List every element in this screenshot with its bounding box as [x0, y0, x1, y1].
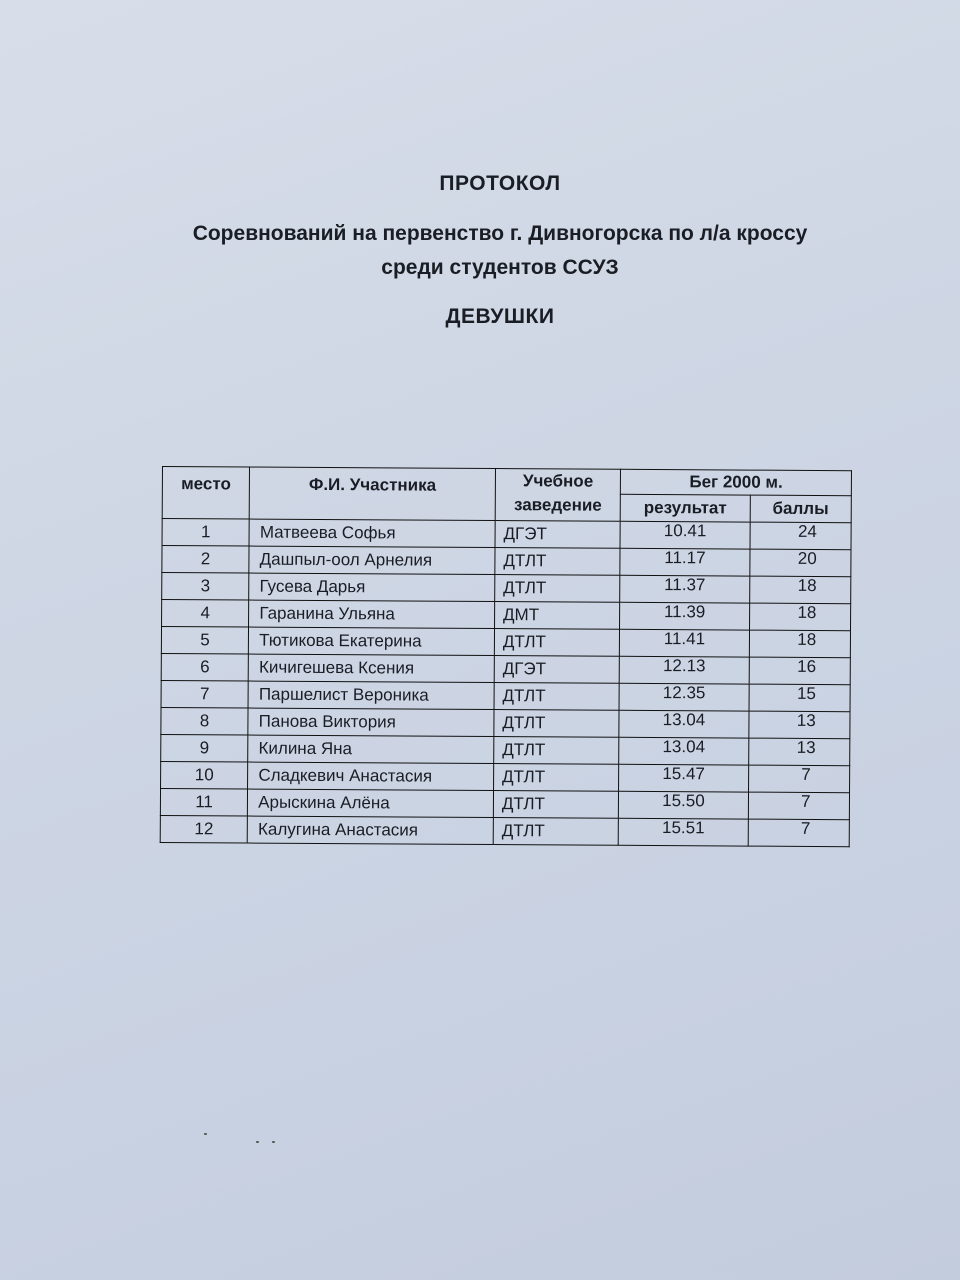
table-row	[161, 761, 850, 792]
points-cell: 13	[748, 738, 849, 766]
points-cell: 18	[749, 603, 850, 631]
result-cell: 11.17	[620, 548, 750, 576]
school-cell: ДТЛТ	[493, 764, 619, 792]
table-row	[161, 627, 850, 658]
place-cell: 6	[161, 653, 248, 681]
result-cell: 11.37	[620, 575, 750, 603]
header-school	[495, 469, 621, 522]
school-cell: ДГЭТ	[494, 656, 620, 684]
name-cell: Гусева Дарья	[249, 573, 495, 602]
table-row	[161, 680, 850, 711]
document-title: ПРОТОКОЛ	[439, 172, 561, 195]
header-school-line1: Учебное	[522, 471, 594, 491]
place-cell: 12	[160, 815, 247, 843]
name-cell: Кичигешева Ксения	[248, 654, 494, 683]
paper-speck	[256, 1141, 259, 1143]
result-cell: 11.39	[620, 602, 750, 630]
place-cell: 3	[162, 573, 249, 601]
place-cell: 11	[160, 788, 247, 816]
header-result: результат	[620, 494, 750, 522]
place-cell: 8	[161, 707, 248, 735]
school-cell: ДТЛТ	[494, 683, 620, 711]
school-cell: ДМТ	[494, 602, 620, 630]
points-cell: 15	[749, 684, 850, 712]
name-cell: Сладкевич Анастасия	[248, 762, 494, 791]
result-cell: 15.50	[619, 791, 749, 819]
table-row	[161, 707, 850, 738]
school-cell: ДТЛТ	[494, 629, 620, 657]
result-cell: 15.47	[619, 764, 749, 792]
table-row	[160, 788, 849, 819]
school-cell: ДТЛТ	[493, 818, 619, 846]
paper-speck	[272, 1141, 275, 1143]
name-cell: Калугина Анастасия	[247, 816, 493, 845]
paper-speck	[204, 1133, 207, 1135]
table-row	[160, 815, 849, 846]
points-cell: 7	[748, 819, 849, 847]
table-row	[162, 546, 851, 577]
results-body	[160, 519, 851, 847]
table-row	[162, 573, 851, 604]
points-cell: 18	[749, 576, 850, 604]
table-row	[162, 600, 851, 631]
result-cell: 13.04	[619, 737, 749, 765]
name-cell: Панова Виктория	[248, 708, 494, 737]
place-cell: 1	[162, 519, 249, 547]
name-cell: Матвеева Софья	[249, 519, 495, 548]
name-cell: Килина Яна	[248, 735, 494, 764]
school-cell: ДГЭТ	[495, 521, 621, 549]
name-cell: Дашпыл-оол Арнелия	[249, 546, 495, 575]
school-cell: ДТЛТ	[495, 575, 621, 603]
points-cell: 13	[749, 711, 850, 739]
table-row	[161, 734, 850, 765]
place-cell: 7	[161, 680, 248, 708]
name-cell: Арыскина Алёна	[248, 789, 494, 818]
place-cell: 10	[161, 761, 248, 789]
result-cell: 12.35	[619, 683, 749, 711]
results-table	[160, 466, 852, 847]
header-event: Бег 2000 м.	[621, 469, 852, 495]
document-subtitle-line2: среди студентов ССУЗ	[381, 256, 619, 279]
points-cell: 18	[749, 630, 850, 658]
points-cell: 16	[749, 657, 850, 685]
school-cell: ДТЛТ	[494, 710, 620, 738]
points-cell: 7	[748, 792, 849, 820]
result-cell: 11.41	[620, 629, 750, 657]
result-cell: 12.13	[619, 656, 749, 684]
table-row	[161, 653, 850, 684]
header-school-line2: заведение	[513, 495, 602, 515]
result-cell: 13.04	[619, 710, 749, 738]
name-cell: Гаранина Ульяна	[249, 600, 495, 629]
name-cell: Паршелист Вероника	[248, 681, 494, 710]
name-cell: Тютикова Екатерина	[249, 627, 495, 656]
header-name: Ф.И. Участника	[249, 467, 495, 520]
header-place: место	[162, 467, 250, 520]
header-points: баллы	[750, 495, 851, 523]
place-cell: 9	[161, 734, 248, 762]
result-cell: 10.41	[620, 521, 750, 549]
document-subtitle-line1: Соревнований на первенство г. Дивногорска по л/а кроссу	[192, 222, 808, 245]
school-cell: ДТЛТ	[493, 791, 619, 819]
group-heading: ДЕВУШКИ	[445, 305, 555, 328]
place-cell: 5	[161, 627, 248, 655]
points-cell: 20	[750, 549, 851, 577]
place-cell: 2	[162, 546, 249, 574]
school-cell: ДТЛТ	[494, 737, 620, 765]
table-row	[162, 519, 851, 550]
result-cell: 15.51	[619, 818, 749, 846]
school-cell: ДТЛТ	[495, 548, 621, 576]
points-cell: 7	[748, 765, 849, 793]
points-cell: 24	[750, 522, 851, 550]
place-cell: 4	[162, 600, 249, 628]
